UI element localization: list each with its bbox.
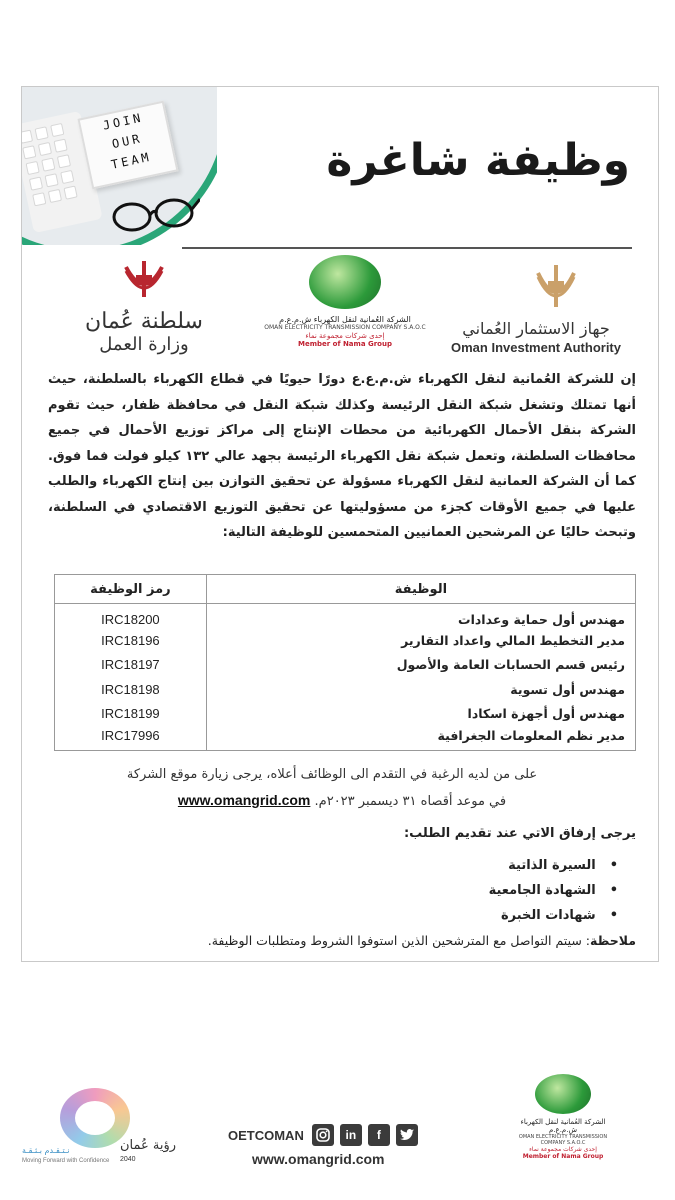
job-code: IRC18199 [101, 706, 160, 722]
vision-slogan-en: Moving Forward with Confidence [22, 1158, 110, 1164]
job-code: IRC17996 [101, 727, 160, 743]
column-header-code: رمز الوظيفة [55, 575, 207, 604]
job-title: مهندس أول حماية وعدادات [206, 604, 635, 629]
apply-deadline: في موعد أقصاه ٣١ ديسمبر ٢٠٢٣م. [314, 794, 507, 809]
footer-oetc-logo [508, 1074, 618, 1160]
glasses-icon [110, 197, 200, 233]
oetc-logo [260, 255, 430, 365]
oman-vision-2040-logo [20, 1088, 190, 1168]
sign-line: OUR [110, 131, 144, 152]
column-header-job: الوظيفة [206, 575, 635, 604]
table-row [55, 677, 636, 702]
job-title: رئيس قسم الحسابات العامة والأصول [206, 653, 635, 678]
join-our-team-photo [22, 87, 217, 245]
job-title: مهندس أول تسوية [206, 677, 635, 702]
facebook-icon[interactable]: f [368, 1124, 390, 1146]
list-item: • السيرة الذاتية [489, 853, 618, 878]
required-documents-list [489, 853, 618, 928]
oetc-group-en: Member of Nama Group [298, 340, 392, 348]
instagram-icon[interactable] [312, 1124, 334, 1146]
social-bar [228, 1124, 418, 1146]
attachments-heading: يرجى إرفاق الاتي عند تقديم الطلب: [403, 826, 636, 841]
vision-slogan-ar: نـتـقـدم بـثـقـة [22, 1146, 70, 1155]
job-code: IRC18200 [101, 611, 160, 627]
footer-website-link[interactable]: www.omangrid.com [252, 1151, 385, 1167]
note-label: ملاحظة [590, 933, 636, 948]
vision-name: رؤية عُمان [120, 1138, 177, 1153]
oetc-name-ar: الشركة العُمانية لنقل الكهرباء ش.م.ع.م [520, 1118, 606, 1134]
linkedin-icon[interactable]: in [340, 1124, 362, 1146]
oetc-group-ar: إحدى شركات مجموعة نماء [529, 1146, 597, 1153]
oetc-globe-icon [309, 255, 381, 309]
job-code: IRC18197 [101, 657, 160, 673]
table-row [55, 604, 636, 629]
table-row [55, 726, 636, 751]
oia-name-ar: جهاز الاستثمار العُماني [462, 319, 610, 338]
oetc-name-en: OMAN ELECTRICITY TRANSMISSION COMPANY S.A.O.C [264, 324, 426, 331]
intro-paragraph: إن للشركة العُمانية لنقل الكهرباء ش.م.ع.ع دورًا حيويًا في قطاع الكهرباء بالسلطنة، حيث أنها تمتلك وتشغل شبكة النقل الرئيسة وكذلك شبكة النقل في محافظة ظفار، حيث تقوم الشركة بنقل الأحمال الكهربائية من محطات الإنتاج إلى مراكز توزيع الأحمال في جميع محافظات السلطنة، وتعمل شبكة نقل الكهرباء الرئيسة بجهد عالي ١٣٢ كيلو فولت فما فوق. كما أن الشركة العمانية لنقل الكهرباء مسؤولة عن تحقيق التوازن بين إنتاج الكهرباء والطلب عليها في جميع الأوقات كجزء من مسؤوليتها عن تحقيق التوزيع الاقتصادي في السلطنة، وتبحث حاليًا عن المرشحين العمانيين المتحمسين للوظيفة التالية: [48, 372, 636, 540]
apply-instruction: على من لديه الرغبة في التقدم الى الوظائف أعلاه، يرجى زيارة موقع الشركة [126, 767, 538, 782]
table-header-row [55, 575, 636, 604]
note [208, 933, 636, 948]
job-title: مدير التخطيط المالي واعداد التقارير [206, 628, 635, 653]
social-handle: OETCOMAN [228, 1127, 304, 1143]
job-code: IRC18196 [101, 632, 160, 648]
page-title: وظيفة شاغرة [326, 135, 630, 186]
table-row [55, 628, 636, 653]
table-row [55, 702, 636, 727]
divider [182, 247, 632, 249]
ministry-of-labour-logo [74, 257, 214, 367]
vision-rings-center [75, 1101, 115, 1135]
list-item: • شهادات الخبرة [489, 903, 618, 928]
job-title: مهندس أول أجهزة اسكادا [206, 702, 635, 727]
apply-deadline-line [152, 792, 532, 809]
sign-line: JOIN [101, 110, 145, 133]
oia-name-en: Oman Investment Authority [451, 340, 621, 355]
note-text: : سيتم التواصل مع المترشحين الذين استوفوا الشروط ومتطلبات الوظيفة. [207, 933, 590, 948]
oetc-group-ar: إحدى شركات مجموعة نماء [305, 332, 385, 340]
jobs-table [54, 574, 636, 751]
oetc-group-en: Member of Nama Group [522, 1153, 604, 1160]
vision-year: 2040 [120, 1156, 136, 1163]
moil-line1: سلطنة عُمان [85, 309, 203, 334]
list-item: • الشهادة الجامعية [489, 878, 618, 903]
oman-investment-authority-logo [436, 257, 636, 367]
company-website-link[interactable]: www.omangrid.com [177, 792, 311, 808]
sign-line: TEAM [109, 149, 153, 172]
job-code: IRC18198 [101, 681, 160, 697]
job-title: مدير نظم المعلومات الجغرافية [206, 726, 635, 751]
advertisement-frame [21, 86, 659, 962]
oetc-globe-icon [535, 1074, 591, 1114]
twitter-icon[interactable] [396, 1124, 418, 1146]
oman-emblem-icon [120, 257, 168, 307]
moil-line2: وزارة العمل [99, 334, 189, 355]
oetc-name-en: OMAN ELECTRICITY TRANSMISSION COMPANY S.A.O.C [518, 1134, 608, 1146]
table-row [55, 653, 636, 678]
oia-emblem-icon [534, 263, 578, 315]
oetc-name-ar: الشركة العُمانية لنقل الكهرباء ش.م.ع.م [279, 315, 411, 324]
